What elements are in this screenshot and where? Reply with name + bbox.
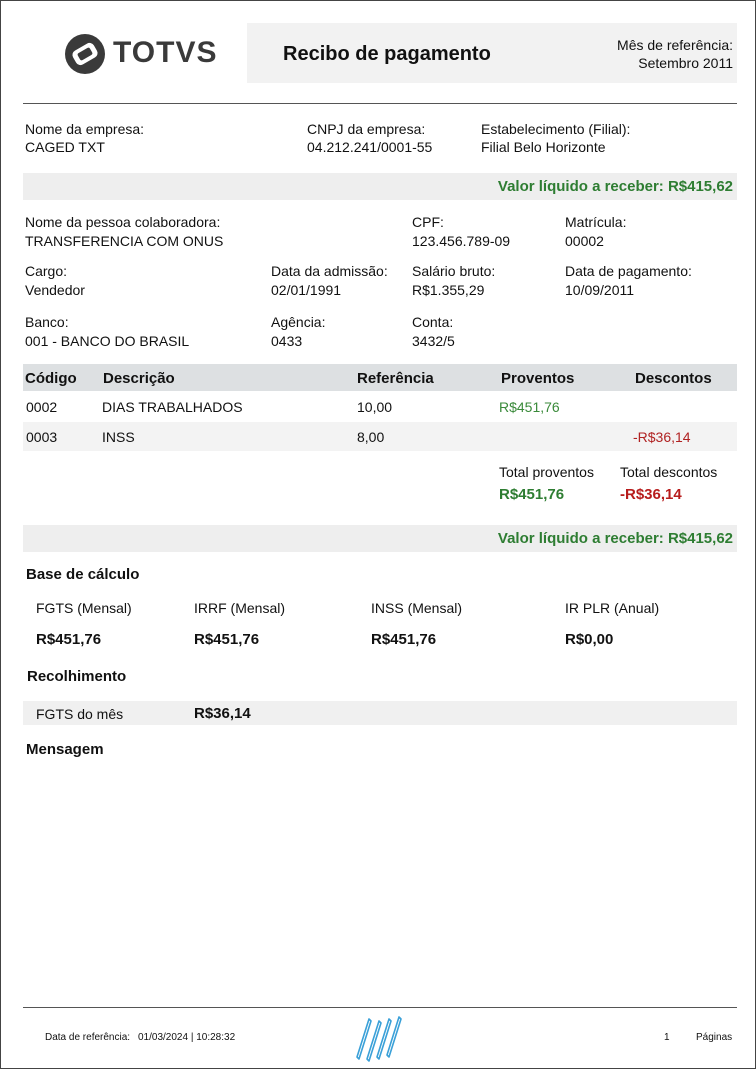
row-description: DIAS TRABALHADOS [102, 399, 243, 415]
footer-ref-date-value: 01/03/2024 | 10:28:32 [138, 1032, 236, 1043]
header-divider [23, 103, 737, 104]
ir-plr-value: R$0,00 [565, 631, 614, 648]
footer-brand-mark-icon [353, 1013, 405, 1063]
row-code: 0003 [26, 429, 58, 445]
company-name-label: Nome da empresa: [25, 121, 145, 137]
bank-label: Banco: [25, 314, 69, 330]
row-deductions: -R$36,14 [633, 429, 691, 445]
registration-label: Matrícula: [565, 214, 627, 230]
row-description: INSS [102, 429, 135, 445]
total-earnings-label: Total proventos [499, 464, 594, 480]
net-value-band-top [23, 173, 737, 200]
message-title: Mensagem [26, 741, 104, 758]
net-value-band-bottom [23, 525, 737, 552]
inss-monthly-label: INSS (Mensal) [371, 600, 463, 616]
col-earnings: Proventos [501, 370, 575, 387]
fgts-month-value: R$36,14 [194, 705, 251, 722]
admission-label: Data da admissão: [271, 263, 388, 279]
footer-page-number: 1 [664, 1032, 670, 1043]
total-deductions-label: Total descontos [620, 464, 718, 480]
footer-ref-date-label: Data de referência: [45, 1032, 131, 1043]
header-box [247, 23, 737, 83]
footer-divider [23, 1007, 737, 1008]
calculation-base-title: Base de cálculo [26, 566, 140, 583]
payment-date-label: Data de pagamento: [565, 263, 692, 279]
row-code: 0002 [26, 399, 58, 415]
row-earnings: R$451,76 [499, 399, 560, 415]
admission-value: 02/01/1991 [271, 282, 342, 298]
registration-value: 00002 [565, 233, 604, 249]
employee-name-label: Nome da pessoa colaboradora: [25, 214, 221, 230]
reference-month-value: Setembro 2011 [638, 55, 733, 71]
table-row [23, 422, 737, 451]
total-deductions-value: -R$36,14 [620, 486, 682, 503]
collection-title: Recolhimento [27, 668, 127, 685]
totvs-logo [63, 32, 218, 76]
bank-value: 001 - BANCO DO BRASIL [25, 333, 190, 349]
col-deductions: Descontos [635, 370, 712, 387]
table-row [23, 392, 737, 421]
row-reference: 10,00 [357, 399, 393, 415]
net-value-text: Valor líquido a receber: R$415,62 [497, 178, 733, 195]
fgts-monthly-label: FGTS (Mensal) [36, 600, 132, 616]
gross-salary-value: R$1.355,29 [412, 282, 485, 298]
ir-plr-label: IR PLR (Anual) [565, 600, 660, 616]
fgts-monthly-value: R$451,76 [36, 631, 102, 648]
col-code: Código [25, 370, 77, 387]
irrf-monthly-value: R$451,76 [194, 631, 260, 648]
account-label: Conta: [412, 314, 454, 330]
inss-monthly-value: R$451,76 [371, 631, 437, 648]
collection-band [23, 701, 737, 725]
gross-salary-label: Salário bruto: [412, 263, 496, 279]
agency-value: 0433 [271, 333, 303, 349]
cnpj-value: 04.212.241/0001-55 [307, 139, 433, 155]
cpf-label: CPF: [412, 214, 444, 230]
net-value-text: Valor líquido a receber: R$415,62 [497, 530, 733, 547]
company-name-value: CAGED TXT [25, 139, 105, 155]
employee-name-value: TRANSFERENCIA COM ONUS [25, 233, 224, 249]
payment-date-value: 10/09/2011 [565, 282, 635, 298]
totvs-logo-icon [63, 32, 107, 76]
col-description: Descrição [103, 370, 175, 387]
logo-text: TOTVS [113, 36, 218, 69]
row-reference: 8,00 [357, 429, 385, 445]
page-title: Recibo de pagamento [283, 43, 491, 65]
items-table-header [23, 364, 737, 391]
cnpj-label: CNPJ da empresa: [307, 121, 426, 137]
irrf-monthly-label: IRRF (Mensal) [194, 600, 286, 616]
role-value: Vendedor [25, 282, 85, 298]
reference-month-label: Mês de referência: [617, 37, 733, 53]
agency-label: Agência: [271, 314, 326, 330]
total-earnings-value: R$451,76 [499, 486, 565, 503]
col-reference: Referência [357, 370, 434, 387]
footer-pages-label: Páginas [696, 1032, 733, 1043]
account-value: 3432/5 [412, 333, 455, 349]
role-label: Cargo: [25, 263, 68, 279]
branch-label: Estabelecimento (Filial): [481, 121, 631, 137]
branch-value: Filial Belo Horizonte [481, 139, 606, 155]
cpf-value: 123.456.789-09 [412, 233, 511, 249]
fgts-month-label: FGTS do mês [36, 706, 124, 722]
